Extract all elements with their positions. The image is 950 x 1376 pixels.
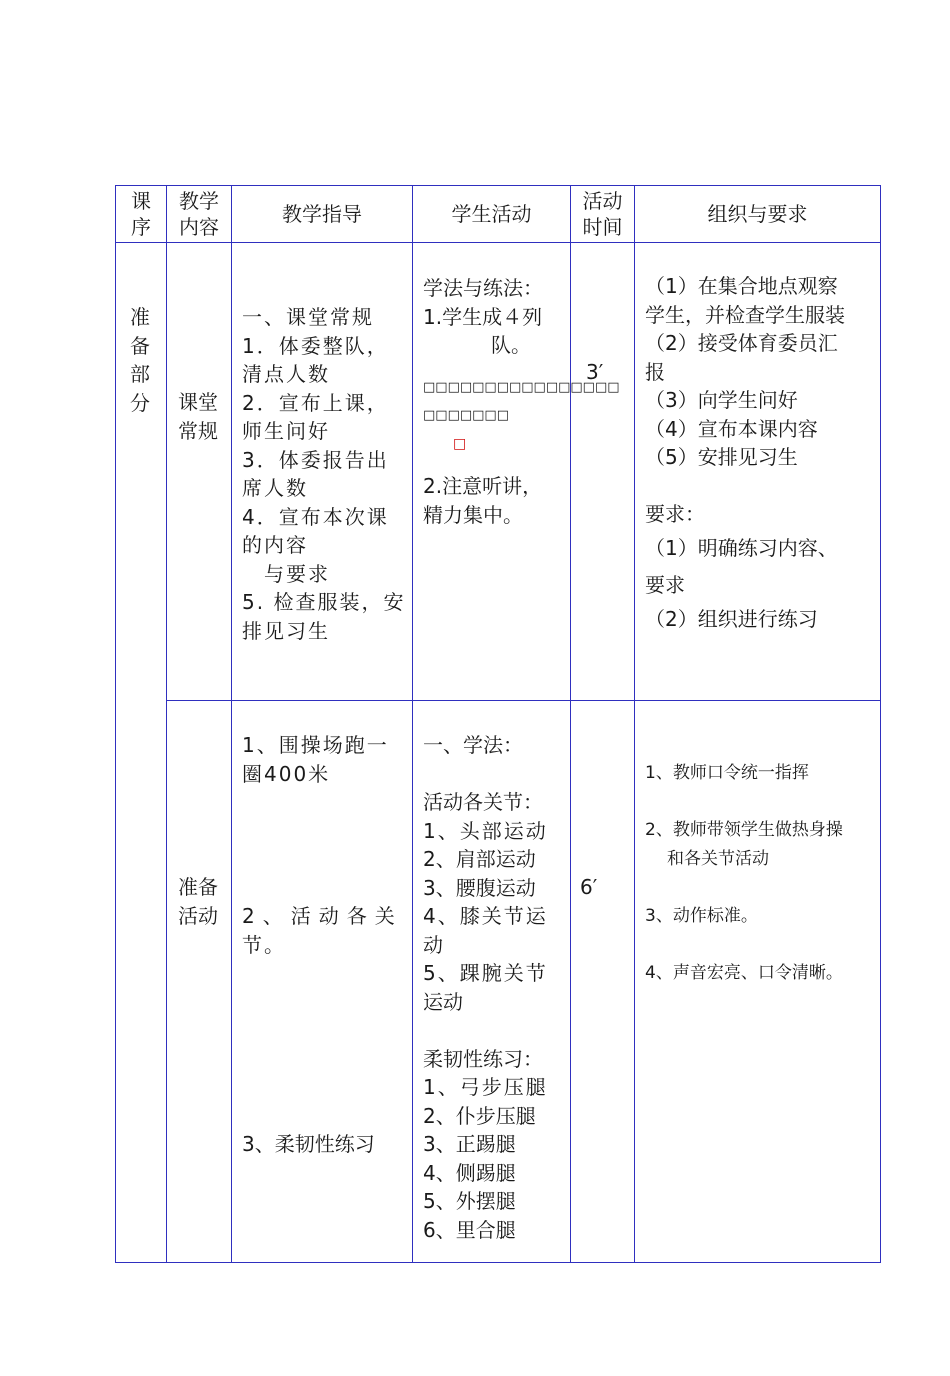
- guidance-line: 5. 检查服装，安: [242, 590, 406, 614]
- guidance-line: 2．宣布上课，: [242, 390, 389, 415]
- lesson-plan-table: [115, 185, 881, 1263]
- guidance-line: 1．体委整队，: [242, 333, 389, 358]
- student-line: 2、肩部运动: [423, 847, 536, 871]
- org-line: 4、声音宏亮、口令清晰。: [645, 962, 843, 983]
- guidance-line: 清点人数: [242, 362, 330, 386]
- header-text: 教学指导: [282, 202, 362, 226]
- org-line: （2）组织进行练习: [645, 607, 818, 631]
- student-line: 6、里合腿: [423, 1217, 516, 1242]
- guidance-line: 3．体委报告出: [242, 447, 389, 472]
- student-line: 3、腰腹运动: [423, 875, 536, 900]
- header-teaching-guidance: [232, 186, 412, 242]
- student-line: 3、正踢腿: [423, 1132, 516, 1156]
- guidance-line: 的内容: [242, 533, 308, 557]
- row1-activity-time: [586, 358, 603, 387]
- section-char: 备: [130, 333, 150, 358]
- org-line: （2）接受体育委员汇: [645, 331, 838, 355]
- garbled-glyph-line: □□□□□□□□□□□□□□□□: [423, 379, 620, 395]
- guidance-line: 3、柔韧性练习: [242, 1132, 375, 1156]
- guidance-line: 4．宣布本次课: [242, 504, 389, 529]
- student-line: 2、仆步压腿: [423, 1103, 536, 1128]
- time-value: 6′: [580, 875, 598, 899]
- content-text: 常规: [178, 418, 218, 443]
- header-organization-requirements: [635, 186, 880, 242]
- table-border-left: [115, 185, 116, 1263]
- header-student-activity: [413, 186, 570, 242]
- section-char: 分: [130, 390, 150, 415]
- column-divider: [231, 185, 232, 1263]
- header-text: 课: [131, 189, 151, 213]
- header-activity-time: [571, 186, 634, 242]
- row2-organization: [645, 759, 843, 987]
- row1-organization: [645, 272, 845, 634]
- student-line: 学法与练法：: [423, 276, 543, 300]
- table-border-right: [880, 185, 881, 1263]
- header-text: 学生活动: [451, 202, 532, 226]
- row2-guidance: [242, 731, 403, 1159]
- header-divider: [115, 242, 881, 243]
- org-line: 1、教师口令统一指挥: [645, 763, 809, 783]
- header-text: 活动: [582, 189, 623, 213]
- missing-glyph-marker: □: [453, 435, 467, 452]
- student-line: 5、外摆腿: [423, 1189, 516, 1213]
- org-line: 3、动作标准。: [645, 905, 758, 926]
- student-line: 5、踝腕关节: [423, 961, 548, 985]
- student-line: 精力集中。: [423, 502, 523, 527]
- org-line: 学生，并检查学生服装: [645, 302, 845, 327]
- row1-content: [178, 388, 218, 445]
- row2-student-activity: [423, 731, 548, 1244]
- student-line: 4、侧踢腿: [423, 1160, 516, 1185]
- row2-content: [178, 873, 218, 930]
- header-teaching-content: [167, 186, 231, 242]
- org-line: 要求: [645, 572, 685, 597]
- org-line: （3）向学生问好: [645, 388, 798, 412]
- org-line: （5）安排见习生: [645, 445, 798, 469]
- org-line: （1）明确练习内容、: [645, 536, 838, 560]
- org-line: 2、教师带领学生做热身操: [645, 820, 843, 840]
- time-value: 3′: [586, 360, 604, 384]
- column-divider: [634, 185, 635, 1263]
- student-line: 队。: [491, 333, 531, 357]
- guidance-line: 1、围操场跑一: [242, 733, 389, 757]
- header-text: 序: [131, 215, 151, 239]
- guidance-line: 节。: [242, 932, 286, 957]
- org-line: 和各关节活动: [667, 848, 769, 869]
- row1-guidance: [242, 303, 405, 645]
- header-text: 组织与要求: [707, 202, 808, 226]
- row-divider: [166, 700, 881, 701]
- student-line: 一、学法：: [423, 733, 523, 757]
- org-line: （1）在集合地点观察: [645, 274, 838, 298]
- student-line: 1、头部运动: [423, 818, 548, 843]
- student-line: 柔韧性练习：: [423, 1046, 543, 1071]
- student-line: 运动: [423, 989, 463, 1014]
- org-line: （4）宣布本课内容: [645, 416, 818, 441]
- section-char: 准: [130, 305, 150, 329]
- student-line: 活动各关节：: [423, 790, 543, 814]
- content-text: 准备: [178, 875, 218, 899]
- guidance-line: 排见习生: [242, 618, 330, 643]
- guidance-line: 席人数: [242, 476, 308, 500]
- row2-activity-time: [580, 873, 597, 902]
- content-text: 活动: [178, 903, 218, 928]
- garbled-glyph-line: □□□□□□□: [423, 407, 509, 423]
- header-text: 时间: [582, 215, 623, 239]
- content-text: 课堂: [178, 390, 218, 414]
- header-text: 内容: [179, 215, 219, 239]
- student-line: 1、弓步压腿: [423, 1075, 548, 1099]
- org-line: 报: [645, 359, 665, 384]
- guidance-line: 圈400米: [242, 761, 331, 786]
- row1-student-activity: [423, 274, 620, 529]
- student-line: 4、膝关节运: [423, 904, 548, 928]
- student-line: 2.注意听讲，: [423, 474, 543, 498]
- student-line: 动: [423, 932, 443, 957]
- column-divider: [412, 185, 413, 1263]
- section-char: 部: [130, 362, 150, 386]
- student-line: 1.学生成４列: [423, 304, 543, 329]
- header-course-order: [116, 186, 166, 242]
- requirements-heading: 要求：: [645, 501, 705, 526]
- guidance-line: 与要求: [264, 561, 330, 586]
- section-label-preparation: [130, 303, 150, 417]
- guidance-line: 师生问好: [242, 419, 330, 443]
- header-text: 教学: [179, 189, 219, 213]
- guidance-line: 2、活动各关: [242, 904, 403, 928]
- guidance-line: 一、课堂常规: [242, 305, 374, 329]
- table-border-bottom: [115, 1262, 881, 1263]
- column-divider: [166, 185, 167, 1263]
